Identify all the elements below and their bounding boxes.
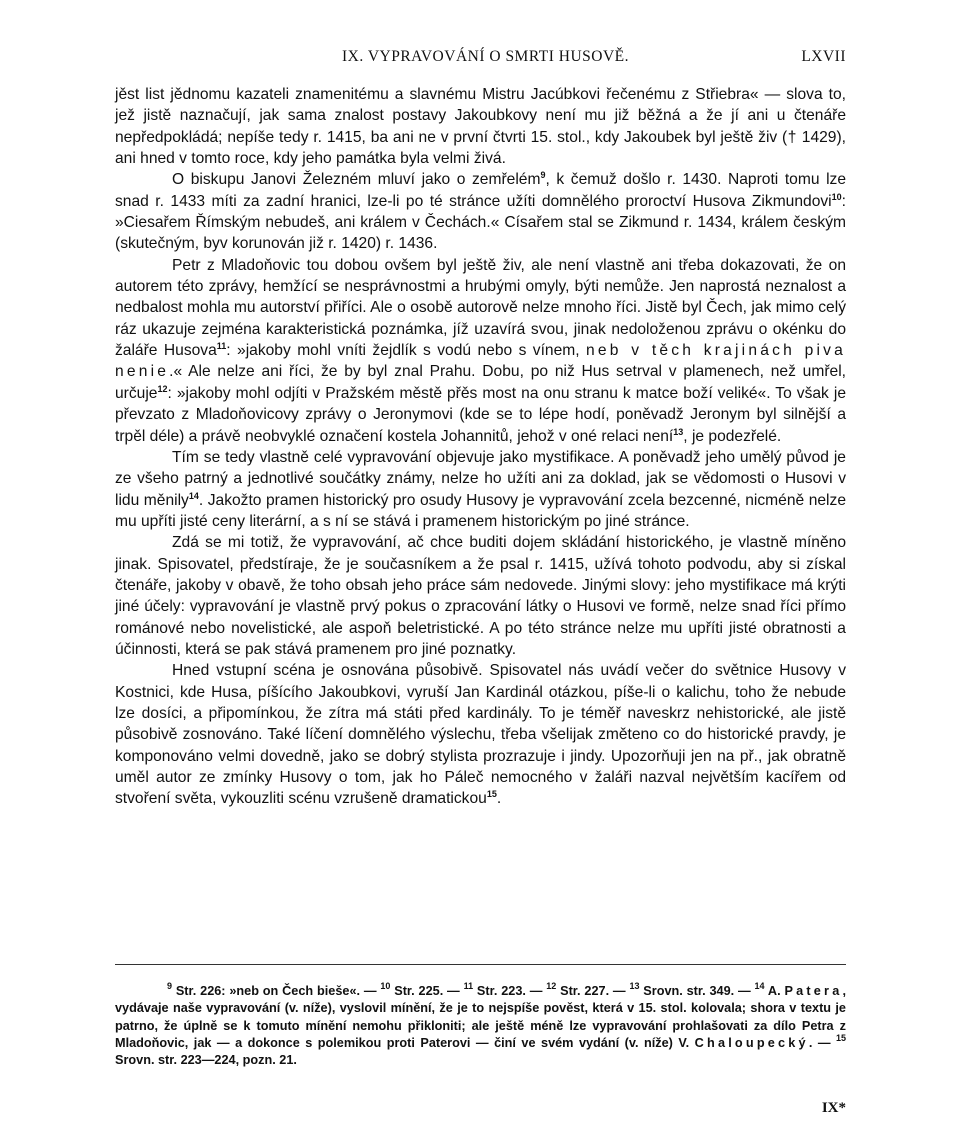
footnote-marker: 9 bbox=[540, 170, 546, 181]
text-run: Zdá se mi totiž, že vypravování, ač chce buditi dojem skládání historického, je vlastně míněno jinak. Spisovatel, předstíraje, že je současníkem a že psal r. 1415, užívá tohoto podvodu, aby si získal čtenáře, jakoby v obavě, že toho obsah jeho práce sám nedovede. Jinými slovy: jeho mystifikace má krýti jiné účely: vypravování je vlastně prvý pokus o zpracování látky o Husovi ve formě, nelze snad říci přímo románové nebo novelistické, ale aspoň beletristické. A po této stránce nelze mu upříti jisté obratnosti a účinnosti, která se pak stává pramenem pro jiné poznatky. bbox=[115, 534, 846, 658]
spaced-emphasis: neb v těch krajinách piva nenie bbox=[115, 342, 846, 381]
footnote-marker: 14 bbox=[754, 981, 765, 991]
footnote-marker: 14 bbox=[188, 490, 199, 501]
text-run: : »jakoby mohl odjíti v Pražském městě přěs most na onu stranu k matce boží veliké«. To však je převzato z Mladoňovicovy zprávy o Jeronymovi (kde se to lépe hodí, poněvadž Jeronym byl silnější a trpěl déle) a právě neobvyklé označení kostela Johannitů, jehož v oné relaci není bbox=[115, 384, 846, 445]
footnote-rule bbox=[115, 964, 846, 965]
text-run: , k čemuž došlo r. 1430. Naproti tomu lze snad r. 1433 míti za zadní hranici, lze-li po té stránce užíti domnělého proroctví Husova Zikmundovi bbox=[115, 171, 847, 210]
footnote-marker: 15 bbox=[835, 1032, 846, 1043]
text-run: O biskupu Janovi Železném mluví jako o zemřelém bbox=[172, 171, 541, 189]
footnote-paragraph bbox=[115, 983, 846, 1069]
text-run: Srovn. str. 223—224, pozn. 21. bbox=[115, 1053, 297, 1068]
paragraph bbox=[115, 447, 846, 532]
footnote-marker: 13 bbox=[673, 426, 684, 437]
footnote-marker: 11 bbox=[463, 981, 474, 991]
footnote-marker: 10 bbox=[380, 981, 391, 991]
text-run: Str. 227. — bbox=[556, 984, 630, 998]
footnote-marker: 10 bbox=[831, 191, 842, 202]
text-run: : »jakoby mohl vníti žejdlík s vodú nebo s vínem, bbox=[226, 342, 587, 360]
text-run: Petr z Mladoňovic tou dobou ovšem byl ještě živ, ale není vlastně ani třeba dokazovati, že on autorem této zprávy, hemžící se nesprávnostmi a hrubými omyly, býti nemůže. Jen naprostá neznalost a nedbalost mohla mu autorství přiříci. Ale o osobě autorově nelze mnoho říci. Jistě byl Čech, jak mimo celý ráz ukazuje zejména karakteristická poznámka, jíž uzavírá svou, jinak nedoloženou zprávu o okénku do žaláře Husova bbox=[115, 256, 846, 360]
text-run: : »Ciesařem Římským nebudeš, ani králem v Čechách.« Císařem stal se Zikmund r. 1434, králem českým (skutečným, byv korunován již r. 1420) r. 1436. bbox=[115, 192, 846, 253]
text-run: Str. 226: »neb on Čech bieše«. — bbox=[172, 984, 381, 998]
page-number: LXVII bbox=[801, 48, 846, 65]
text-run: , je podezřelé. bbox=[683, 427, 782, 445]
paragraph bbox=[115, 660, 846, 809]
footnote-marker: 11 bbox=[216, 341, 227, 352]
spaced-emphasis: Patera bbox=[784, 984, 843, 998]
footnote-marker: 13 bbox=[629, 981, 640, 991]
running-title: IX. VYPRAVOVÁNÍ O SMRTI HUSOVĚ. bbox=[342, 48, 629, 65]
text-run: Hned vstupní scéna je osnována působivě. Spisovatel nás uvádí večer do světnice Husovy v Kostnici, kde Husa, píšícího Jakoubkovi, vyruší Jan Kardinál otázkou, píše-li o kalichu, toho že nebude lze dosíci, a připomínkou, že zítra má státi před kardinály. To je téměř naveskrz nehistorické, ale jistě působivě zosnováno. Také líčení domnělého výslechu, třeba všelijak změteno co do historické pravdy, je komponováno velmi dovedně, jako se dobrý stylista prozrazuje i jindy. Upozorňuji jen na př., jak obratně uměl autor ze zmínky Husovy o tom, jak ho Páleč nemocného v žaláři nazval největším kacířem od stvoření světa, vykouzliti scénu vzrušeně dramatickou bbox=[115, 662, 846, 808]
text-run: , vydávaje naše vypravování (v. níže), vyslovil mínění, že je to nejspíše pověst, která v 15. stol. kolovala; shora v textu je patrno, že úplně se k tomuto mínění nemohu přikloniti; ale ještě méně lze vypravování prohlašovati za dílo Petra z Mladoňovic, jak — a dokonce s polemikou proti Paterovi — činí ve svém vydání (v. níže) V. bbox=[115, 984, 846, 1050]
paragraph bbox=[115, 84, 846, 169]
footnote-marker: 9 bbox=[167, 981, 173, 991]
text-run: A. bbox=[764, 984, 785, 998]
text-run: Str. 223. — bbox=[473, 984, 547, 998]
text-run: . Jakožto pramen historický pro osudy Husovy je vypravování zcela bezcenné, nicméně nelze mu upříti jisté ceny literární, a s ní se stává i pramenem historickým po jiné stránce. bbox=[115, 491, 846, 530]
text-run: . bbox=[496, 790, 502, 808]
text-run: Srovn. str. 349. — bbox=[639, 984, 755, 998]
paragraph bbox=[115, 255, 846, 447]
footnotes bbox=[115, 983, 846, 1069]
spaced-emphasis: Chaloupecký bbox=[694, 1035, 809, 1050]
footnote-marker: 12 bbox=[157, 383, 168, 394]
text-run: jěst list jědnomu kazateli znamenitému a slavnému Mistru Jacúbkovi řečenému z Střiebra« — slova to, jež jistě naznačují, jak sama znalost postavy Jakoubkovy není mu již běžná a že jí ani u čtenáře nepředpokládá; nepíše tedy r. 1415, ba ani ne v první čtvrti 15. stol., kdy Jakoubek byl ještě živ († 1429), ani hned v tomto roce, kdy jeho památka byla velmi živá. bbox=[115, 86, 846, 168]
paragraph bbox=[115, 169, 846, 254]
text-run: Str. 225. — bbox=[390, 984, 464, 998]
main-text bbox=[115, 84, 846, 810]
signature-mark: IX* bbox=[821, 1100, 846, 1116]
text-run: .« Ale nelze ani říci, že by byl znal Prahu. Dobu, po niž Hus setrval v plamenech, než umřel, určuje bbox=[115, 363, 846, 402]
paragraph bbox=[115, 532, 846, 660]
text-run: Tím se tedy vlastně celé vypravování objevuje jako mystifikace. A poněvadž jeho umělý původ je ze všeho patrný a jednotlivé součátky známy, nelze ho užíti ani za doklad, jak se vědomosti o Husovi v lidu měnily bbox=[115, 448, 846, 509]
footnote-marker: 15 bbox=[486, 789, 497, 800]
text-run: . — bbox=[808, 1035, 836, 1050]
footnote-marker: 12 bbox=[546, 981, 557, 991]
